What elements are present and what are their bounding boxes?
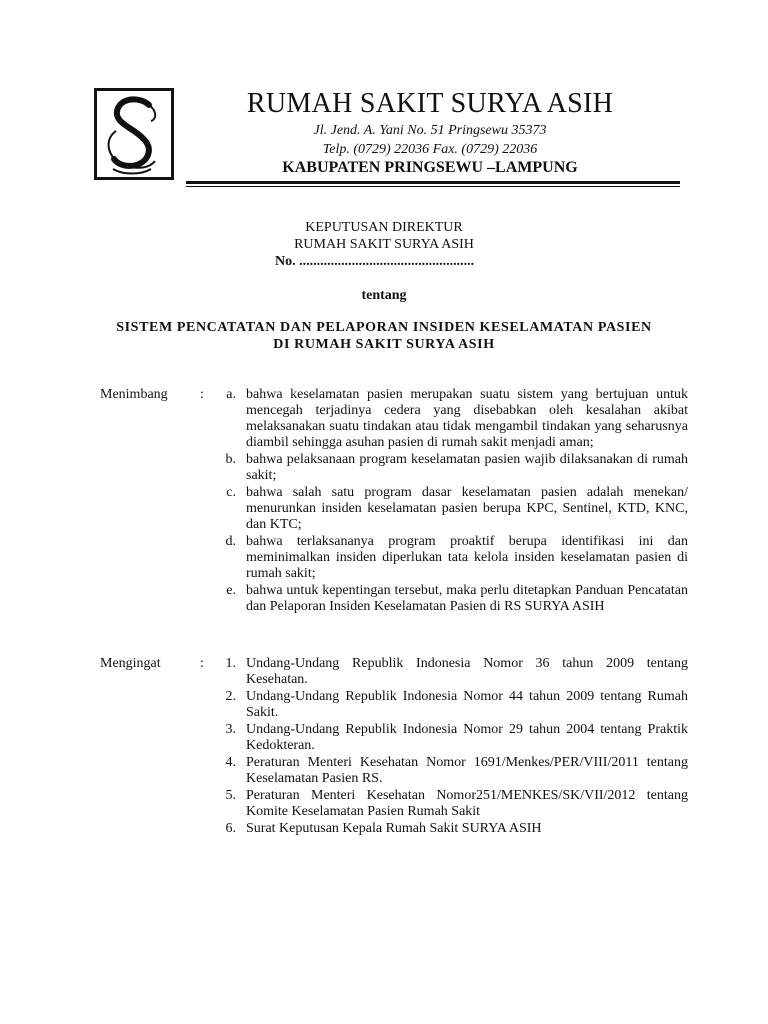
item-marker: c. xyxy=(226,485,236,500)
item-marker: a. xyxy=(226,387,236,402)
item-text: Undang-Undang Republik Indonesia Nomor 44 tahun 2009 tentang Rumah Sakit. xyxy=(246,689,688,720)
decree-title-line-1: SISTEM PENCATATAN DAN PELAPORAN INSIDEN KESELAMATAN PASIEN xyxy=(116,320,652,335)
list-item xyxy=(210,583,688,615)
decree-institution: RUMAH SAKIT SURYA ASIH xyxy=(294,237,474,252)
section-label: Mengingat xyxy=(100,656,161,671)
item-marker: 5. xyxy=(225,788,236,803)
hospital-address: Jl. Jend. A. Yani No. 51 Pringsewu 35373 xyxy=(313,123,547,138)
decree-about: tentang xyxy=(361,288,407,303)
item-marker: 1. xyxy=(225,656,236,671)
item-text: bahwa salah satu program dasar keselamatan pasien adalah menekan/ menurunkan insiden keselamatan pasien berupa KPC, Sentinel, KTD, KNC, dan KTC; xyxy=(246,485,688,532)
list-item xyxy=(210,722,688,754)
hospital-name: RUMAH SAKIT SURYA ASIH xyxy=(246,88,614,119)
item-marker: 4. xyxy=(225,755,236,770)
item-marker: d. xyxy=(225,534,236,549)
section-label: Menimbang xyxy=(100,387,168,402)
item-text: bahwa untuk kepentingan tersebut, maka perlu ditetapkan Panduan Pencatatan dan Pelaporan Insiden Keselamatan Pasien di RS SURYA ASIH xyxy=(246,583,688,614)
menimbang-list xyxy=(210,387,688,616)
letterhead-rule-thin xyxy=(186,186,680,187)
item-text: bahwa terlaksananya program proaktif berupa identifikasi ini dan meminimalkan insiden diperlukan tata kelola insiden keselamatan pasien di rumah sakit; xyxy=(246,534,688,581)
letterhead-rule-thick xyxy=(186,181,680,184)
item-marker: 2. xyxy=(225,689,236,704)
list-item xyxy=(210,656,688,688)
list-item xyxy=(210,387,688,451)
item-text: Undang-Undang Republik Indonesia Nomor 36 tahun 2009 tentang Kesehatan. xyxy=(246,656,688,687)
list-item xyxy=(210,755,688,787)
item-text: bahwa pelaksanaan program keselamatan pasien wajib dilaksanakan di rumah sakit; xyxy=(246,452,688,483)
hospital-phone: Telp. (0729) 22036 Fax. (0729) 22036 xyxy=(322,142,538,157)
mengingat-list xyxy=(210,656,688,838)
hospital-regency: KABUPATEN PRINGSEWU –LAMPUNG xyxy=(282,159,578,176)
list-item xyxy=(210,452,688,484)
decree-heading: KEPUTUSAN DIREKTUR xyxy=(305,220,463,235)
item-marker: 6. xyxy=(225,821,236,836)
list-item xyxy=(210,788,688,820)
item-text: Undang-Undang Republik Indonesia Nomor 29 tahun 2004 tentang Praktik Kedokteran. xyxy=(246,722,688,753)
item-text: Surat Keputusan Kepala Rumah Sakit SURYA ASIH xyxy=(246,821,542,836)
item-marker: 3. xyxy=(225,722,236,737)
list-item xyxy=(210,485,688,533)
item-text: Peraturan Menteri Kesehatan Nomor 1691/Menkes/PER/VIII/2011 tentang Keselamatan Pasien RS. xyxy=(246,755,688,786)
item-text: Peraturan Menteri Kesehatan Nomor251/MENKES/SK/VII/2012 tentang Komite Keselamatan Pasien Rumah Sakit xyxy=(246,788,688,819)
list-item xyxy=(210,689,688,721)
list-item xyxy=(210,821,688,837)
section-colon: : xyxy=(200,656,204,671)
item-marker: e. xyxy=(226,583,236,598)
decree-number: No. .................................................. xyxy=(275,254,475,269)
section-colon: : xyxy=(200,387,204,402)
list-item xyxy=(210,534,688,582)
letter-s-logo-icon xyxy=(97,91,171,177)
item-marker: b. xyxy=(225,452,236,467)
hospital-logo xyxy=(94,88,174,180)
decree-title-line-2: DI RUMAH SAKIT SURYA ASIH xyxy=(273,337,495,352)
item-text: bahwa keselamatan pasien merupakan suatu sistem yang bertujuan untuk mencegah terjadinya cedera yang disebabkan oleh kesalahan akibat melaksanakan suatu tindakan atau tidak mengambil tindakan yang seharusnya diambil sehingga asuhan pasien di rumah sakit menjadi aman; xyxy=(246,387,688,450)
